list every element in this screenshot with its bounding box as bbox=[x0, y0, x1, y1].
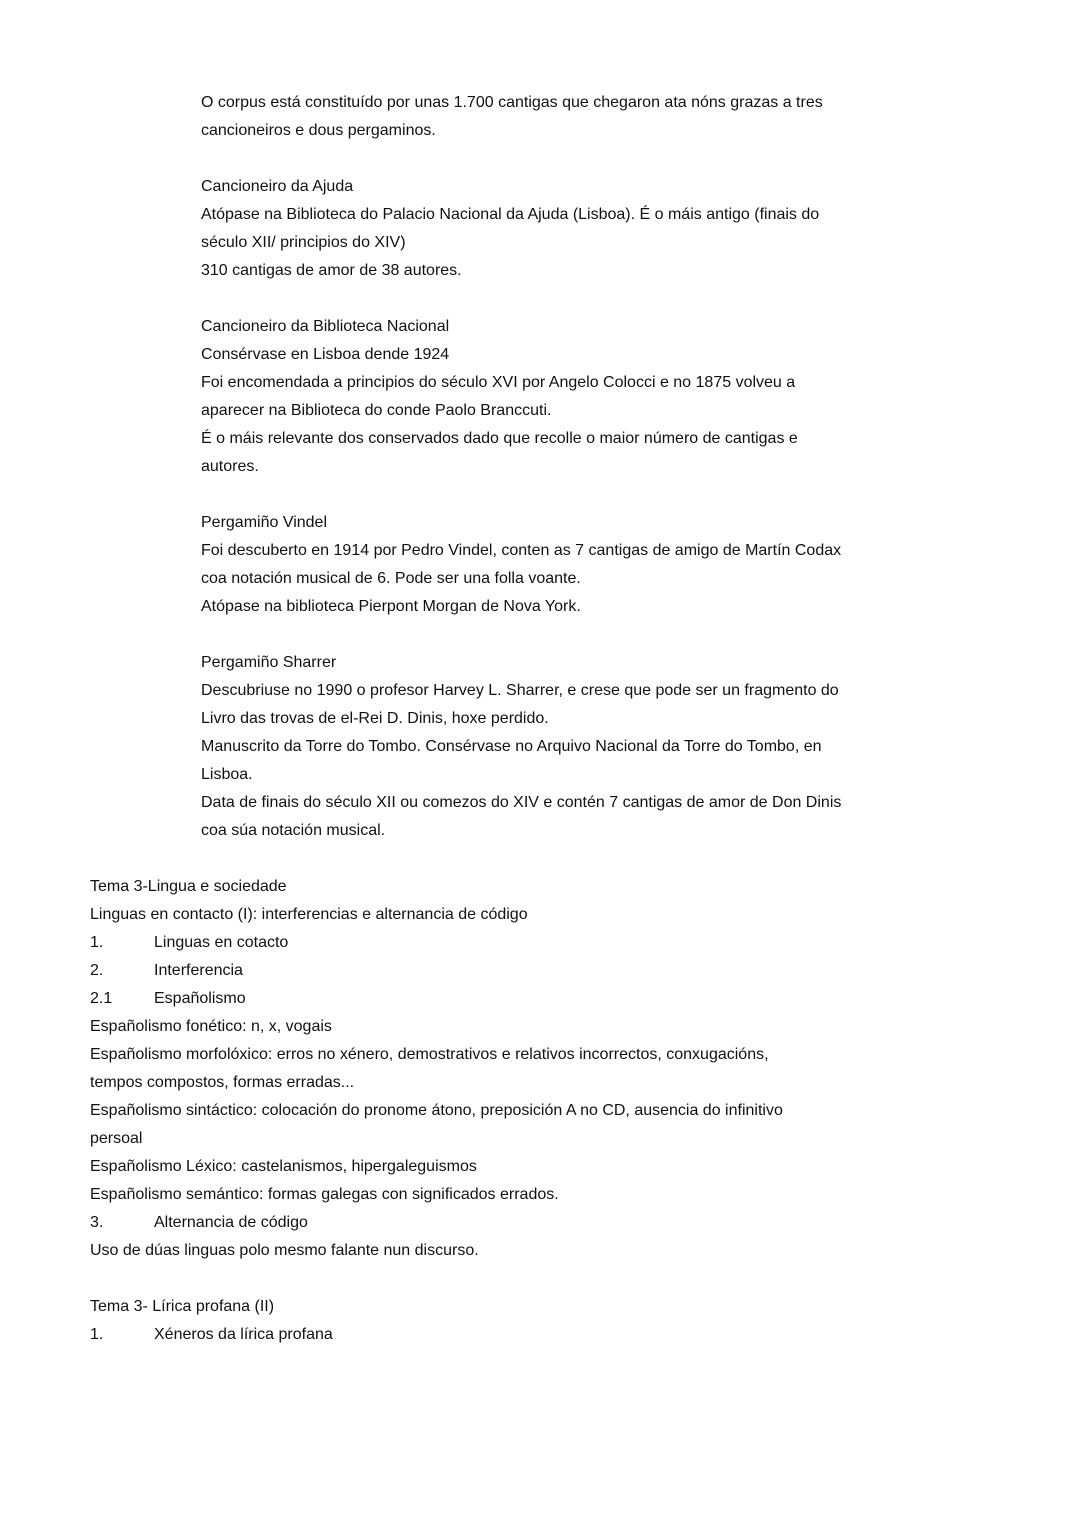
paragraph-line: coa notación musical de 6. Pode ser una folla voante. bbox=[201, 570, 581, 587]
paragraph-line: Españolismo morfolóxico: erros no xénero, demostrativos e relativos incorrectos, conxugacións, bbox=[90, 1046, 769, 1063]
paragraph-line: Lisboa. bbox=[201, 766, 253, 783]
paragraph-line: século XII/ principios do XIV) bbox=[201, 234, 406, 251]
paragraph-line: 310 cantigas de amor de 38 autores. bbox=[201, 262, 462, 279]
section-heading: Pergamiño Vindel bbox=[201, 514, 328, 531]
list-number: 3. bbox=[90, 1214, 104, 1231]
document-page bbox=[0, 89, 1080, 1349]
paragraph-line: Españolismo fonético: n, x, vogais bbox=[90, 1018, 332, 1035]
list-text: Alternancia de código bbox=[154, 1214, 308, 1231]
paragraph-line: tempos compostos, formas erradas... bbox=[90, 1074, 355, 1091]
paragraph-line: aparecer na Biblioteca do conde Paolo Branccuti. bbox=[201, 402, 552, 419]
paragraph-line: cancioneiros e dous pergaminos. bbox=[201, 122, 436, 139]
section-tema3-lingua bbox=[0, 873, 1080, 1265]
section-heading: Cancioneiro da Biblioteca Nacional bbox=[201, 318, 450, 335]
section-sharrer bbox=[0, 649, 1080, 845]
section-heading: Tema 3- Lírica profana (II) bbox=[90, 1298, 275, 1315]
paragraph-line: Consérvase en Lisboa dende 1924 bbox=[201, 346, 450, 363]
paragraph-line: Descubriuse no 1990 o profesor Harvey L. Sharrer, e crese que pode ser un fragmento do bbox=[201, 682, 839, 699]
list-text: Xéneros da lírica profana bbox=[154, 1326, 333, 1343]
paragraph-line: Foi encomendada a principios do século XVI por Angelo Colocci e no 1875 volveu a bbox=[201, 374, 796, 391]
paragraph-line: O corpus está constituído por unas 1.700 cantigas que chegaron ata nóns grazas a tres bbox=[201, 94, 823, 111]
list-number: 1. bbox=[90, 1326, 104, 1343]
list-text: Españolismo bbox=[154, 990, 246, 1007]
paragraph-line: Foi descuberto en 1914 por Pedro Vindel, conten as 7 cantigas de amigo de Martín Codax bbox=[201, 542, 842, 559]
paragraph-line: autores. bbox=[201, 458, 259, 475]
list-number: 2. bbox=[90, 962, 104, 979]
paragraph-line: Manuscrito da Torre do Tombo. Consérvase no Arquivo Nacional da Torre do Tombo, en bbox=[201, 738, 822, 755]
paragraph-line: Livro das trovas de el-Rei D. Dinis, hoxe perdido. bbox=[201, 710, 549, 727]
list-text: Linguas en cotacto bbox=[154, 934, 289, 951]
paragraph-line: coa súa notación musical. bbox=[201, 822, 386, 839]
paragraph-line: Españolismo sintáctico: colocación do pronome átono, preposición A no CD, ausencia do infinitivo bbox=[90, 1102, 783, 1119]
list-item bbox=[0, 957, 1080, 985]
section-subtitle: Linguas en contacto (I): interferencias e alternancia de código bbox=[90, 906, 528, 923]
list-item bbox=[0, 929, 1080, 957]
section-biblioteca-nacional bbox=[0, 313, 1080, 481]
paragraph-line: Españolismo Léxico: castelanismos, hipergaleguismos bbox=[90, 1158, 477, 1175]
list-number: 2.1 bbox=[90, 990, 113, 1007]
paragraph-line: Españolismo semántico: formas galegas con significados errados. bbox=[90, 1186, 559, 1203]
paragraph-line: Atópase na Biblioteca do Palacio Nacional da Ajuda (Lisboa). É o máis antigo (finais do bbox=[201, 206, 820, 223]
paragraph-line: É o máis relevante dos conservados dado que recolle o maior número de cantigas e bbox=[201, 430, 798, 447]
list-item bbox=[0, 1209, 1080, 1237]
list-number: 1. bbox=[90, 934, 104, 951]
section-heading: Tema 3-Lingua e sociedade bbox=[90, 878, 287, 895]
section-heading: Cancioneiro da Ajuda bbox=[201, 178, 354, 195]
section-ajuda bbox=[0, 173, 1080, 285]
section-heading: Pergamiño Sharrer bbox=[201, 654, 337, 671]
section-tema3-lirica bbox=[0, 1293, 1080, 1349]
paragraph-line: Data de finais do século XII ou comezos do XIV e contén 7 cantigas de amor de Don Dinis bbox=[201, 794, 842, 811]
paragraph-line: Uso de dúas linguas polo mesmo falante nun discurso. bbox=[90, 1242, 479, 1259]
paragraph-line: Atópase na biblioteca Pierpont Morgan de Nova York. bbox=[201, 598, 581, 615]
corpus-intro bbox=[0, 89, 1080, 145]
list-text: Interferencia bbox=[154, 962, 243, 979]
paragraph-line: persoal bbox=[90, 1130, 143, 1147]
list-item bbox=[0, 985, 1080, 1013]
section-vindel bbox=[0, 509, 1080, 621]
list-item bbox=[0, 1321, 1080, 1349]
